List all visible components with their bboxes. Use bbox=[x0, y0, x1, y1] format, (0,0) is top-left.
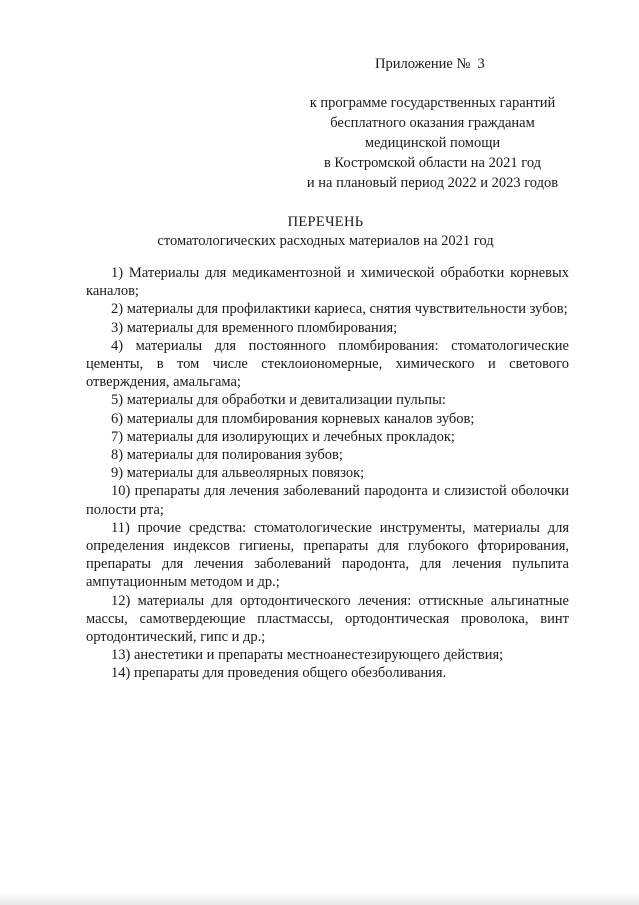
list-item: 8) материалы для полирования зубов; bbox=[111, 447, 343, 464]
list-item: 6) материалы для пломбирования корневых каналов зубов; bbox=[111, 410, 475, 427]
list-item: 3) материалы для временного пломбирования; bbox=[111, 319, 398, 336]
scan-edge bbox=[0, 893, 639, 905]
list-item: 9) материалы для альвеолярных повязок; bbox=[111, 465, 365, 482]
list-item: 2) материалы для профилактики кариеса, снятия чувствительности зубов; bbox=[111, 301, 568, 318]
appendix-number: Приложение № 3 bbox=[375, 56, 485, 72]
list-item: 14) препараты для проведения общего обезболивания. bbox=[111, 665, 447, 682]
list-item: 13) анестетики и препараты местноанестезирующего действия; bbox=[111, 647, 504, 664]
materials-list bbox=[86, 264, 569, 683]
program-line: бесплатного оказания гражданам bbox=[330, 115, 535, 131]
document-title: ПЕРЕЧЕНЬ bbox=[287, 214, 364, 230]
list-item: 11) прочие средства: стоматологические инструменты, материалы для определения индексов гигиены, препараты для глубокого фторирования, препараты для лечения заболеваний пародонта, для лечения пульпита ампутационным методом и др.; bbox=[86, 519, 569, 591]
program-line: в Костромской области на 2021 год bbox=[323, 155, 542, 171]
program-line: к программе государственных гарантий bbox=[309, 95, 556, 111]
list-item: 1) Материалы для медикаментозной и химической обработки корневых каналов; bbox=[86, 265, 569, 300]
list-item: 5) материалы для обработки и девитализации пульпы: bbox=[111, 392, 446, 409]
program-line: и на плановый период 2022 и 2023 годов bbox=[306, 175, 559, 191]
list-item: 7) материалы для изолирующих и лечебных прокладок; bbox=[111, 428, 455, 445]
program-reference bbox=[300, 93, 565, 193]
document-subtitle: стоматологических расходных материалов на 2021 год bbox=[157, 233, 494, 249]
list-item: 12) материалы для ортодонтического лечения: оттискные альгинатные массы, самотвердеющие пластмассы, ортодонтическая проволока, винт ортодонтический, гипс и др.; bbox=[86, 592, 569, 646]
list-item: 4) материалы для постоянного пломбирования: стоматологические цементы, в том числе стеклоиономерные, химического и светового отверждения, амальгама; bbox=[86, 337, 569, 391]
program-line: медицинской помощи bbox=[364, 135, 501, 151]
list-item: 10) препараты для лечения заболеваний пародонта и слизистой оболочки полости рта; bbox=[86, 483, 569, 518]
